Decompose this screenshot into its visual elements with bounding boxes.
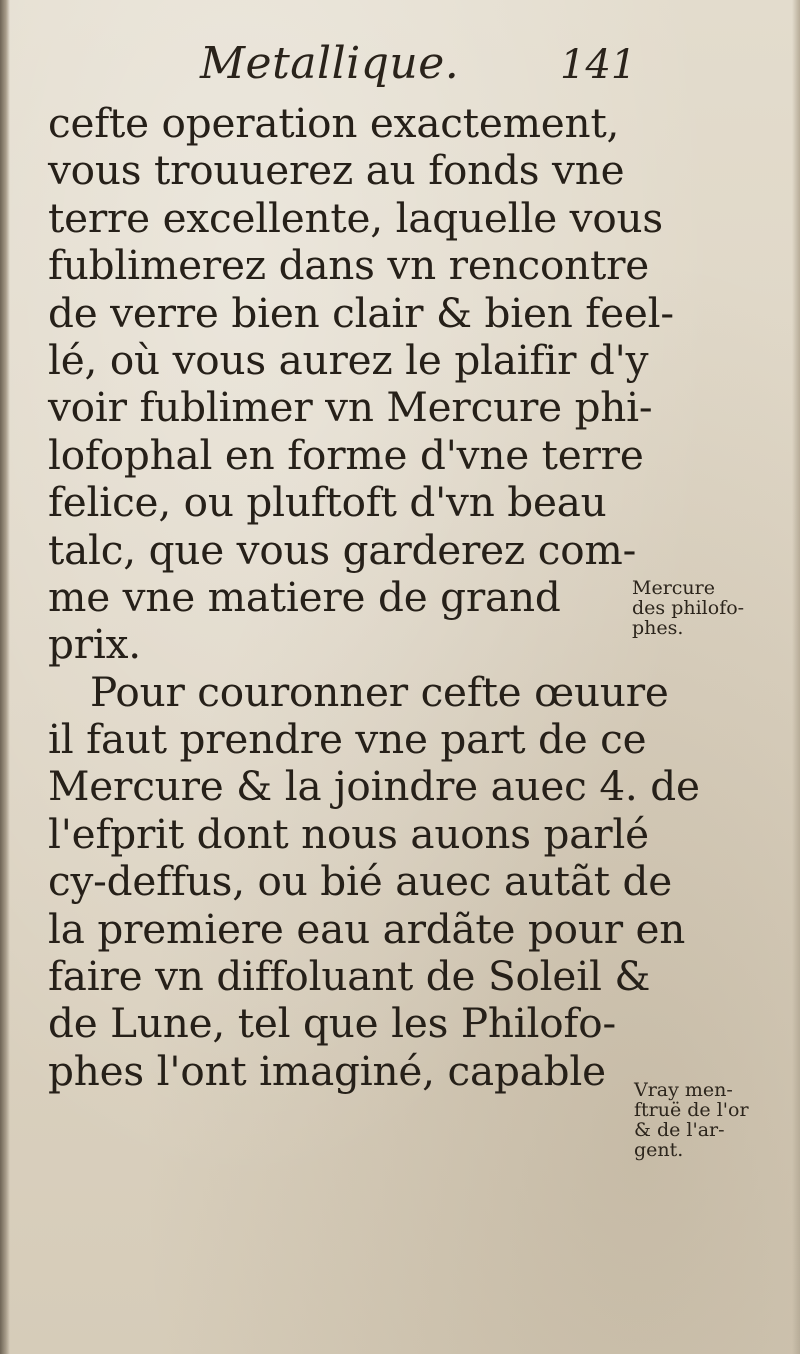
- text-line: la premiere eau ardãte pour en: [48, 904, 686, 953]
- text-line: Mercure & la joindre auec 4. de: [48, 762, 700, 811]
- text-line: faire vn diffoluant de Soleil &: [48, 952, 651, 1001]
- text-line: felice, ou pluftoft d'vn beau: [48, 478, 607, 527]
- margin-note-line: des philofo-: [632, 597, 745, 619]
- text-line: fublimerez dans vn rencontre: [48, 241, 650, 290]
- margin-note-line: Mercure: [632, 577, 715, 599]
- margin-note-line: Vray men-: [634, 1079, 733, 1101]
- margin-note-line: ftruë de l'or: [634, 1099, 749, 1121]
- text-line: vous trouuerez au fonds vne: [48, 146, 625, 195]
- text-line: phes l'ont imaginé, capable: [48, 1046, 606, 1095]
- margin-note-line: & de l'ar-: [634, 1119, 725, 1141]
- text-line: prix.: [48, 620, 141, 669]
- paragraph-start-line: Pour couronner cefte œuure: [90, 667, 669, 716]
- page-number: 141: [560, 42, 637, 88]
- text-line: cefte operation exactement,: [48, 99, 620, 147]
- margin-note-line: gent.: [634, 1139, 684, 1161]
- text-line: talc, que vous garderez com-: [48, 525, 637, 574]
- text-line: de verre bien clair & bien feel-: [48, 288, 674, 337]
- margin-note-mercure: [632, 578, 744, 638]
- text-line: terre excellente, laquelle vous: [48, 193, 663, 242]
- page-edge: [792, 0, 800, 1354]
- text-line: de Lune, tel que les Philofo-: [48, 999, 616, 1048]
- text-line: cy-deffus, ou bié auec autãt de: [48, 857, 673, 906]
- text-line: lé, où vous aurez le plaifir d'y: [48, 335, 649, 384]
- text-line: voir fublimer vn Mercure phi-: [48, 383, 653, 432]
- margin-note-line: phes.: [632, 617, 684, 639]
- text-line: lofophal en forme d'vne terre: [48, 430, 644, 479]
- margin-note-menstrue: [634, 1080, 749, 1160]
- running-title: Metallique.: [200, 38, 460, 89]
- text-line: il faut prendre vne part de ce: [48, 715, 647, 764]
- page-gutter-shadow: [0, 0, 10, 1354]
- text-line: l'efprit dont nous auons parlé: [48, 809, 649, 858]
- text-line: me vne matiere de grand: [48, 572, 561, 621]
